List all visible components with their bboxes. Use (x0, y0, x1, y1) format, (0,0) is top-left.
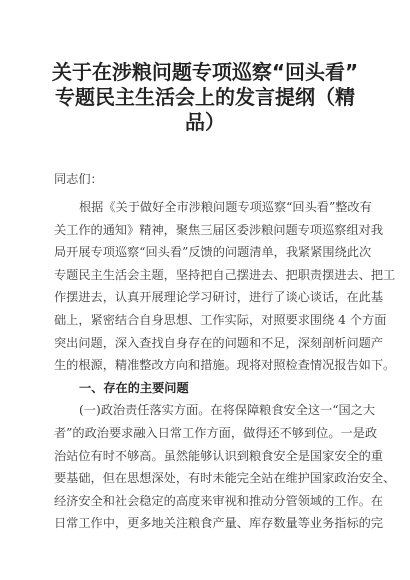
paragraph-2-line: 要基础，但在思想深处，有时未能完全站在维护国家政治安全、 (54, 471, 396, 486)
paragraph-2-line: 日常工作中，更多地关注粮食产量、库存数量等业务指标的完 (54, 516, 384, 531)
paragraph-1-line: 根据《关于做好全市涉粮问题专项巡察“回头看”整改有 (79, 200, 372, 214)
paragraph-1-line: 生的根源，精准整改方向和措施。现将对照检查情况报告如下。 (54, 358, 396, 373)
document-title (40, 60, 370, 135)
paragraph-1-line: 专题民主生活会主题，坚持把自己摆进去、把职责摆进去、把工 (54, 267, 396, 282)
paragraph-2-line: 者”的政治要求融入日常工作方面，做得还不够到位。一是政 (54, 425, 378, 440)
paragraph-2-line: 治站位有时不够高。虽然能够认识到粮食安全是国家安全的重 (54, 448, 384, 463)
paragraph-1-line: 础上，紧密结合自身思想、工作实际，对照要求围绕 4 个方面 (54, 312, 387, 327)
title-line-2: 专题民主生活会上的发言提纲（精 (55, 85, 355, 109)
title-line-3: 品） (185, 110, 225, 134)
paragraph-2-line: (一)政治责任落实方面。在将保障粮食安全这一“国之大 (79, 403, 376, 418)
paragraph-1-line: 突出问题，深入查找自身存在的问题和不足，深刻剖析问题产 (54, 335, 384, 350)
paragraph-1-line: 作摆进去，认真开展理论学习研讨，进行了谈心谈话，在此基 (54, 290, 384, 305)
paragraph-1-line: 局开展专项巡察“回头看”反馈的问题清单，我紧紧围绕此次 (54, 245, 372, 260)
salutation: 同志们： (54, 172, 103, 186)
paragraph-1 (54, 196, 396, 535)
paragraph-1-line: 关工作的通知》精神，聚焦三届区委涉粮问题专项巡察组对我 (54, 222, 384, 237)
section-heading: 一、存在的主要问题 (79, 380, 189, 395)
paragraph-2-line: 经济安全和社会稳定的高度来审视和推动分管领域的工作。在 (54, 493, 384, 508)
title-line-1: 关于在涉粮问题专项巡察“回头看” (51, 60, 359, 84)
